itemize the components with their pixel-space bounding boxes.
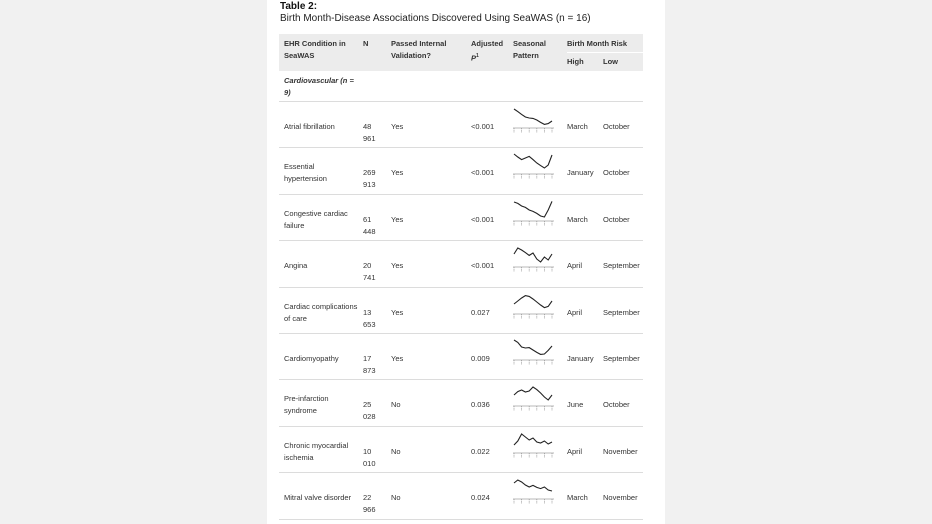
table-row (279, 147, 643, 194)
adjusted-p-value: <0.001 (471, 122, 495, 131)
condition-name: Mitral valve disorder (284, 493, 352, 503)
n-count: 10 010 (363, 446, 376, 468)
seasonal-pattern-sparkline (512, 336, 556, 366)
n-count: 20 741 (363, 261, 376, 283)
adjusted-p-value: <0.001 (471, 214, 495, 224)
seasonal-pattern-sparkline (512, 197, 556, 227)
table-header (279, 34, 643, 71)
sparkline-series (514, 434, 552, 445)
table-row (279, 240, 643, 287)
high-month: April (567, 261, 583, 271)
seasonal-pattern-sparkline (512, 104, 556, 134)
adjusted-p-value: 0.022 (471, 446, 490, 456)
low-month: September (603, 307, 640, 317)
low-month: November (603, 446, 638, 456)
low-month: November (603, 493, 638, 503)
header-seasonal-pattern: Seasonal Pattern (513, 39, 546, 60)
n-count: 269 913 (363, 168, 376, 190)
table-row (279, 426, 643, 473)
high-month: March (567, 122, 588, 131)
validation-value: Yes (391, 307, 404, 317)
low-month: September (603, 354, 640, 363)
seasonal-pattern-sparkline (512, 243, 556, 273)
adjusted-p-value: 0.009 (471, 354, 490, 363)
high-month: March (567, 493, 588, 503)
condition-name: Congestive cardiac failure (284, 208, 348, 230)
table-row (279, 287, 643, 334)
validation-value: No (391, 493, 401, 503)
sparkline-series (514, 109, 552, 124)
condition-name: Atrial fibrillation (284, 122, 335, 131)
adjusted-p-value: <0.001 (471, 261, 495, 271)
n-count: 61 448 (363, 214, 376, 236)
sparkline-series (514, 295, 552, 307)
validation-value: No (391, 400, 401, 410)
adjusted-p-value: 0.036 (471, 400, 490, 410)
condition-name: Essential hypertension (284, 162, 327, 184)
section-cardiovascular: Cardiovascular (n = 9) (284, 76, 354, 97)
left-background (0, 0, 267, 524)
header-birth-month-risk: Birth Month Risk (567, 39, 627, 48)
high-month: March (567, 214, 588, 224)
low-month: October (603, 122, 630, 131)
high-month: April (567, 307, 583, 317)
header-n: N (363, 39, 369, 48)
table-bottom-border (279, 519, 643, 520)
validation-value: Yes (391, 214, 404, 224)
high-month: January (567, 168, 594, 178)
table-row (279, 101, 643, 148)
header-condition: EHR Condition in SeaWAS (284, 39, 346, 60)
table-page (267, 0, 665, 524)
low-month: September (603, 261, 640, 271)
adjusted-p-value: <0.001 (471, 168, 495, 178)
n-count: 22 966 (363, 493, 376, 515)
low-month: October (603, 168, 630, 178)
adjusted-p-value: 0.024 (471, 493, 490, 503)
n-count: 17 873 (363, 354, 376, 375)
table-row (279, 379, 643, 426)
n-count: 48 961 (363, 122, 376, 143)
right-background (665, 0, 932, 524)
sparkline-series (514, 480, 552, 491)
validation-value: Yes (391, 354, 404, 363)
sparkline-series (514, 248, 552, 262)
validation-value: Yes (391, 122, 404, 131)
seasonal-pattern-sparkline (512, 429, 556, 459)
table-row (279, 472, 643, 519)
table-row (279, 333, 643, 380)
header-high: High (567, 57, 584, 66)
condition-name: Chronic myocardial ischemia (284, 440, 349, 462)
sparkline-series (514, 387, 552, 400)
low-month: October (603, 214, 630, 224)
low-month: October (603, 400, 630, 410)
validation-value: Yes (391, 168, 404, 178)
header-adjusted-p: Adjusted $P^1$ (471, 39, 504, 63)
table-row (279, 194, 643, 241)
seasonal-pattern-sparkline (512, 475, 556, 505)
header-low: Low (603, 57, 618, 66)
validation-value: Yes (391, 261, 404, 271)
seasonal-pattern-sparkline (512, 290, 556, 320)
condition-name: Cardiomyopathy (284, 354, 339, 363)
condition-name: Cardiac complications of care (284, 301, 358, 323)
seasonal-pattern-sparkline (512, 150, 556, 180)
n-count: 13 653 (363, 307, 376, 329)
seasonal-pattern-sparkline (512, 382, 556, 412)
table-label: Table 2: (280, 1, 318, 12)
high-month: June (567, 400, 584, 410)
sparkline-series (514, 154, 552, 168)
sparkline-series (514, 201, 552, 217)
header-divider (567, 52, 643, 53)
high-month: January (567, 354, 594, 363)
header-validation: Passed Internal Validation? (391, 39, 447, 60)
condition-name: Pre-infarction syndrome (284, 394, 329, 416)
n-count: 25 028 (363, 400, 376, 422)
sparkline-series (514, 340, 552, 354)
high-month: April (567, 446, 583, 456)
table-title: Birth Month-Disease Associations Discovered Using SeaWAS (n = 16) (280, 13, 591, 24)
validation-value: No (391, 446, 401, 456)
adjusted-p-value: 0.027 (471, 307, 490, 317)
condition-name: Angina (284, 261, 308, 271)
